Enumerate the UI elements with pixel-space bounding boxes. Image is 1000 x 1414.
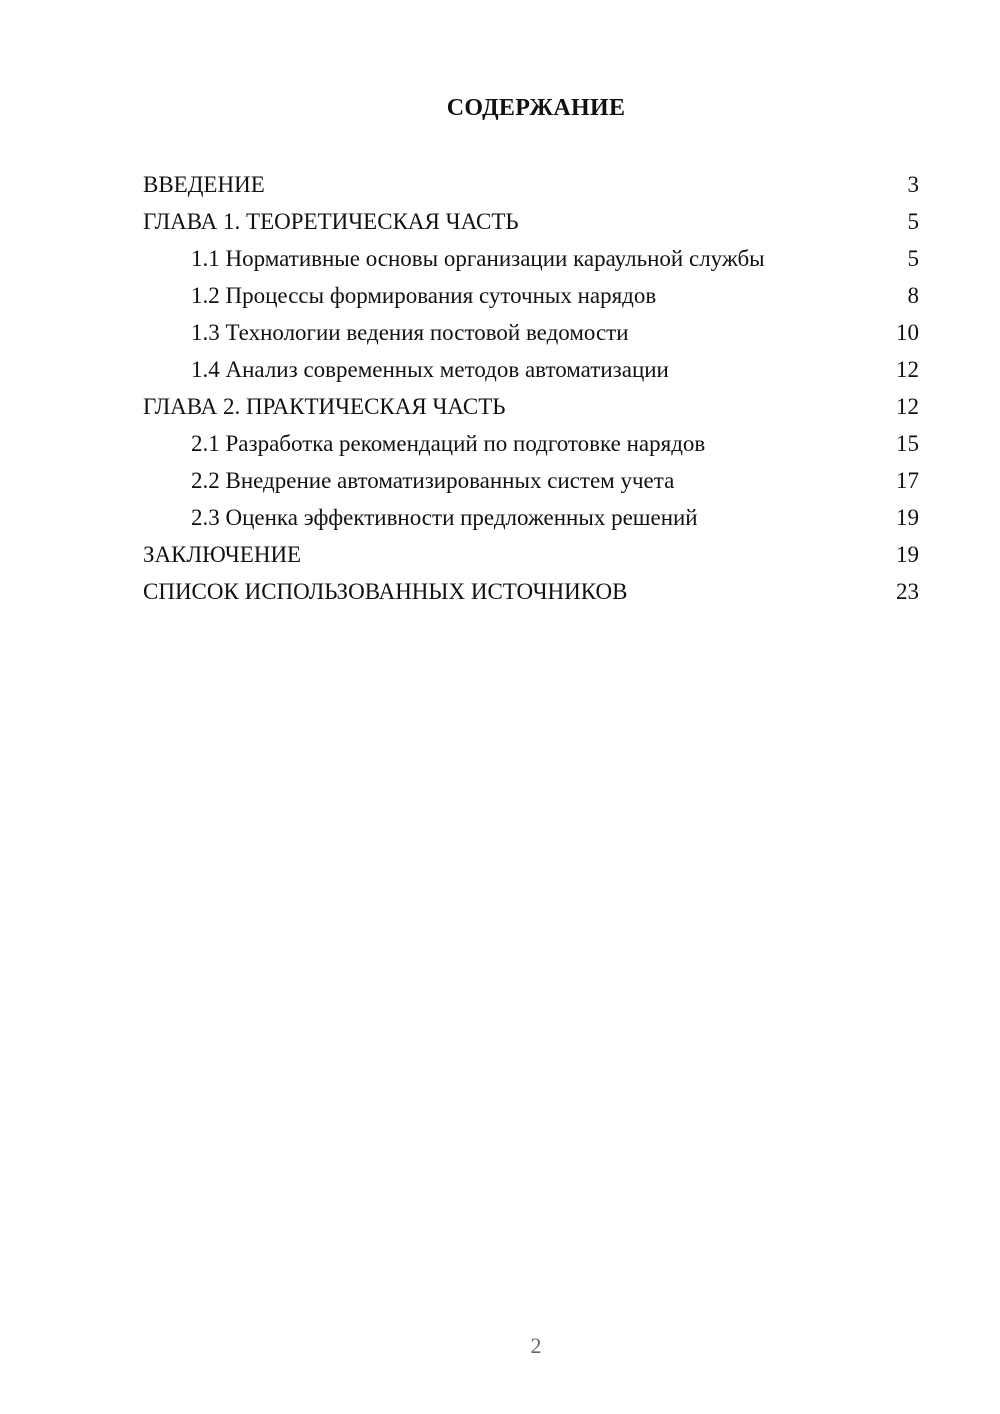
toc-entry-page: 19 [896,505,919,530]
toc-entry-section-1-2[interactable] [143,277,919,314]
toc-entry-label: ЗАКЛЮЧЕНИЕ [143,542,302,567]
toc-entry-introduction[interactable] [143,166,919,203]
toc-entry-page: 12 [896,394,919,419]
toc-entry-label: 2.1 Разработка рекомендаций по подготовке нарядов [191,431,706,456]
toc-entry-label: 2.2 Внедрение автоматизированных систем учета [191,468,675,493]
toc-entry-label: ГЛАВА 2. ПРАКТИЧЕСКАЯ ЧАСТЬ [143,394,506,419]
toc-entry-label: 2.3 Оценка эффективности предложенных решений [191,505,698,530]
toc-entry-label: 1.4 Анализ современных методов автоматизации [191,357,669,382]
toc-entry-page: 5 [907,246,919,271]
toc-entry-page: 5 [907,209,919,234]
toc-entry-page: 17 [896,468,919,493]
table-of-contents [143,166,919,610]
toc-entry-label: 1.1 Нормативные основы организации караульной службы [191,246,765,271]
toc-entry-chapter-2[interactable] [143,388,919,425]
page-number: 2 [530,1333,542,1358]
toc-entry-chapter-1[interactable] [143,203,919,240]
toc-entry-page: 8 [907,283,919,308]
toc-title: СОДЕРЖАНИЕ [446,95,626,121]
toc-entry-label: ВВЕДЕНИЕ [143,172,265,197]
toc-entry-page: 19 [896,542,919,567]
toc-entry-section-2-3[interactable] [143,499,919,536]
toc-entry-conclusion[interactable] [143,536,919,573]
toc-entry-page: 3 [907,172,919,197]
toc-entry-section-1-4[interactable] [143,351,919,388]
toc-entry-page: 10 [896,320,919,345]
toc-entry-section-2-2[interactable] [143,462,919,499]
toc-entry-references[interactable] [143,573,919,610]
toc-entry-page: 23 [896,579,919,604]
toc-entry-label: 1.2 Процессы формирования суточных нарядов [191,283,657,308]
toc-entry-page: 12 [896,357,919,382]
toc-entry-label: СПИСОК ИСПОЛЬЗОВАННЫХ ИСТОЧНИКОВ [143,579,628,604]
toc-entry-section-2-1[interactable] [143,425,919,462]
toc-entry-label: 1.3 Технологии ведения постовой ведомости [191,320,629,345]
toc-entry-section-1-1[interactable] [143,240,919,277]
toc-entry-section-1-3[interactable] [143,314,919,351]
toc-entry-label: ГЛАВА 1. ТЕОРЕТИЧЕСКАЯ ЧАСТЬ [143,209,519,234]
toc-entry-page: 15 [896,431,919,456]
